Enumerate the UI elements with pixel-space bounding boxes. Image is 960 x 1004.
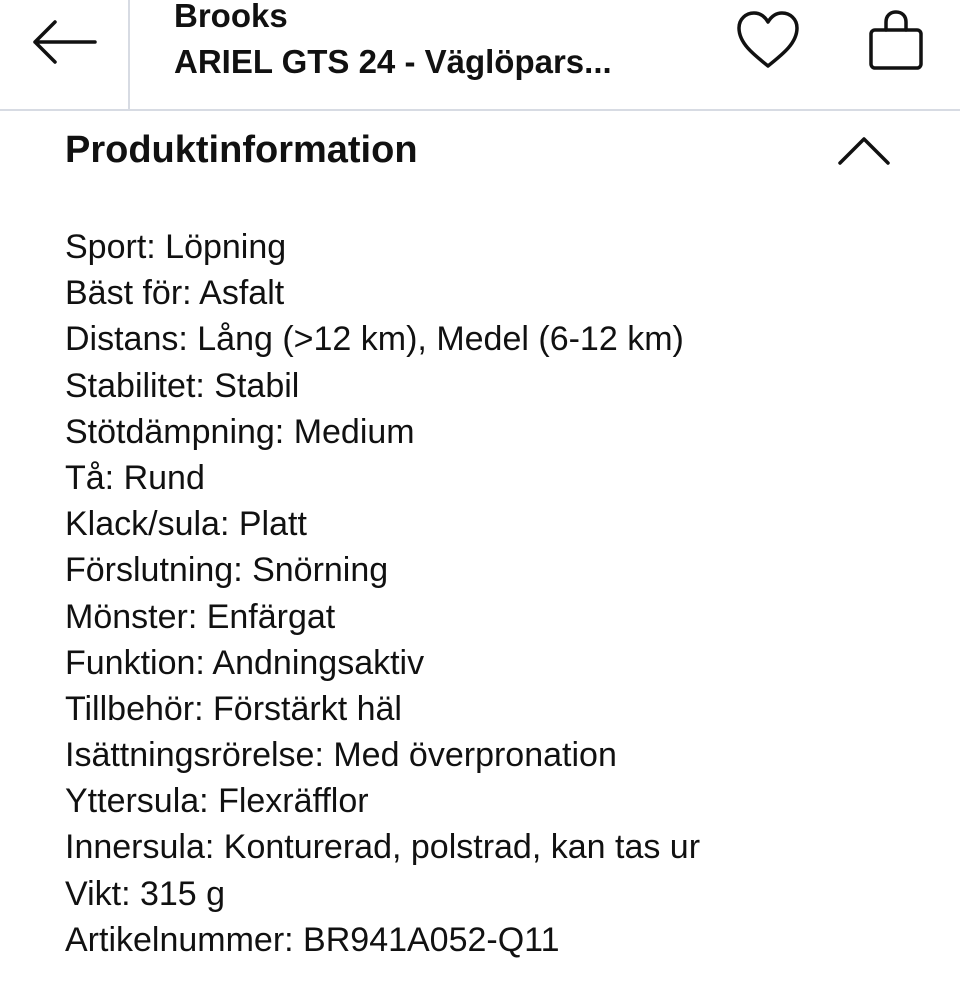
spec-outsole: Yttersula: Flexräfflor xyxy=(65,782,369,821)
spec-article-number: Artikelnummer: BR941A052-Q11 xyxy=(65,920,560,959)
spec-heel-sole: Klack/sula: Platt xyxy=(65,505,307,544)
product-spec-list xyxy=(65,224,945,963)
header-titles xyxy=(174,0,704,82)
chevron-up-icon xyxy=(836,135,892,167)
spec-cushioning: Stötdämpning: Medium xyxy=(65,412,415,451)
spec-best-for: Bäst för: Asfalt xyxy=(65,274,285,313)
spec-sport: Sport: Löpning xyxy=(65,228,287,266)
spec-closure: Förslutning: Snörning xyxy=(65,551,389,590)
spec-function: Funktion: Andningsaktiv xyxy=(65,643,425,682)
shopping-bag-icon xyxy=(866,8,926,72)
spec-distance: Distans: Lång (>12 km), Medel (6-12 km) xyxy=(65,320,684,359)
shopping-bag-button[interactable] xyxy=(856,0,936,80)
brand-name: Brooks xyxy=(174,0,288,34)
product-name: ARIEL GTS 24 - Väglöpars... xyxy=(174,43,612,80)
section-title: Produktinformation xyxy=(65,129,418,171)
header-divider xyxy=(128,0,130,109)
spec-insole: Innersula: Konturerad, polstrad, kan tas ur xyxy=(65,828,701,867)
spec-pronation: Isättningsrörelse: Med överpronation xyxy=(65,736,617,775)
heart-icon xyxy=(735,10,801,70)
arrow-left-icon xyxy=(31,19,97,65)
product-info-toggle[interactable] xyxy=(0,111,960,191)
back-button[interactable] xyxy=(0,0,128,109)
spec-accessories: Tillbehör: Förstärkt häl xyxy=(65,689,402,728)
spec-stability: Stabilitet: Stabil xyxy=(65,366,300,405)
wishlist-button[interactable] xyxy=(728,0,808,80)
spec-toe: Tå: Rund xyxy=(65,458,205,497)
spec-weight: Vikt: 315 g xyxy=(65,874,226,913)
top-bar xyxy=(0,0,960,111)
spec-pattern: Mönster: Enfärgat xyxy=(65,597,336,636)
